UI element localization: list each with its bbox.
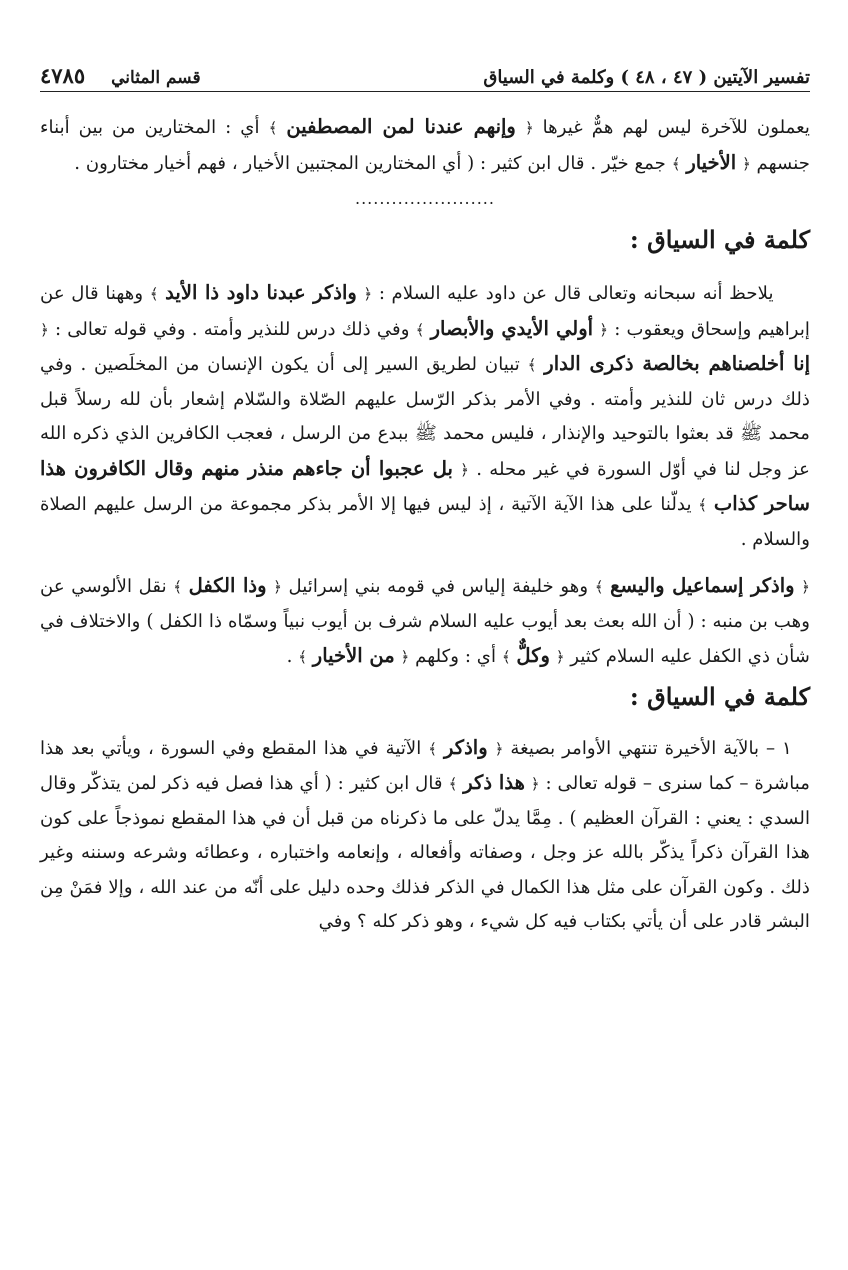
bracket-close: ﴾ xyxy=(149,285,159,303)
bracket-open: ﴿ xyxy=(460,460,469,479)
text: قال ابن كثير : ( أي هذا فصل فيه ذكر لمن يتذكّر وقال السدي : يعني : القرآن العظيم ) . مِمَّا يدلّ على ما ذكرناه من قبل أن في هذا المقطع نموذجاً على كون هذا القرآن ذكراً يذكّر بالله عز وجل ، وصفاته وأفعاله ، وإنعامه واختباره ، وعطائه وشرعه وسننه وغير ذلك . وكون القرآن على مثل هذا الكمال في الذكر فذلك وحده دليل على أنّه من عند الله ، وإلا فمَنْ مِن البشر قادر على أن يأتي بكتاب فيه كل شيء ، وهو ذكر كله ؟ وفي xyxy=(40,773,810,932)
bracket-close: ﴾ xyxy=(428,739,438,758)
bracket-close: ﴾ xyxy=(527,356,537,374)
page-number: ٤٧٨٥ xyxy=(40,63,86,88)
text: أي : وكلهم xyxy=(415,646,497,667)
bracket-open: ﴿ xyxy=(40,320,49,339)
text: أي : المختارين من بين أبناء جنسهم xyxy=(40,117,810,174)
verse-quote: أولي الأيدي والأبصار xyxy=(430,316,594,340)
bracket-close: ﴾ xyxy=(415,320,425,339)
verse-quote: واذكر xyxy=(444,735,488,759)
paragraph-1 xyxy=(40,110,810,181)
text: . xyxy=(286,646,293,667)
verse-quote: واذكر إسماعيل واليسع xyxy=(610,574,795,597)
verse-quote: من الأخيار xyxy=(312,644,395,667)
bracket-open: ﴿ xyxy=(555,648,565,666)
bracket-open: ﴿ xyxy=(400,648,410,666)
page-body xyxy=(40,110,810,940)
text: يعملون للآخرة ليس لهم همٌّ غيرها xyxy=(542,117,810,138)
bracket-close: ﴾ xyxy=(448,775,458,793)
verse-quote: بل عجبوا أن جاءهم منذر منهم وقال الكافرون هذا ساحر كذاب xyxy=(40,456,810,515)
bracket-open: ﴿ xyxy=(741,154,751,173)
section-name: قسم المثاني xyxy=(111,68,201,88)
header-rule xyxy=(40,91,810,92)
bracket-close: ﴾ xyxy=(173,578,183,596)
verse-quote: وإنهم عندنا لمن المصطفين xyxy=(286,115,516,138)
bracket-close: ﴾ xyxy=(298,648,307,666)
running-title: تفسير الآيتين ( ٤٧ ، ٤٨ ) وكلمة في السياق xyxy=(483,67,810,88)
bracket-open: ﴿ xyxy=(530,775,540,793)
text: وههنا قال عن إبراهيم وإسحاق ويعقوب : xyxy=(40,283,810,340)
header-left-group xyxy=(40,63,201,88)
text: نقل الألوسي عن وهب بن منبه : ( أن الله بعث بعد أيوب عليه السلام شرف بن أيوب نبياً وسمّاه ذا الكفل ) والاختلاف في شأن ذي الكفل عليه السلام كثير xyxy=(40,576,810,667)
bracket-close: ﴾ xyxy=(698,496,708,514)
text: جمع خيّر . قال ابن كثير : ( أي المختارين المجتبين الأخيار ، فهم أخيار مختارون . xyxy=(74,152,666,174)
bracket-close: ﴾ xyxy=(594,578,604,596)
bracket-open: ﴿ xyxy=(273,578,282,596)
bracket-open: ﴿ xyxy=(524,119,534,137)
page-header xyxy=(40,52,810,88)
paragraph-2 xyxy=(40,276,810,557)
bracket-close: ﴾ xyxy=(501,648,511,666)
text: تبيان لطريق السير إلى أن يكون الإنسان من المخلَصين . وفي ذلك درس ثان للنذير وأمته . وفي الأمر بذكر الرّسل عليهم الصّلاة والسّلام إشعار بأن لله رسلاً قبل محمد ﷺ قد بعثوا بالتوحيد والإنذار ، فليس محمد ﷺ ببدع من الرسل ، فعجب الكافرين الذي ذكره الله عز وجل لنا في أوّل السورة في غير محله . xyxy=(40,354,810,480)
text: يلاحظ أنه سبحانه وتعالى قال عن داود عليه السلام : xyxy=(378,283,774,304)
bracket-open: ﴿ xyxy=(801,578,810,596)
section-heading: كلمة في السياق : xyxy=(629,225,810,254)
text: الآتية في هذا المقطع وفي السورة ، ويأتي بعد هذا مباشرة – كما سنرى – قوله تعالى : xyxy=(40,737,810,794)
verse-quote: واذكر عبدنا داود ذا الأيد xyxy=(165,281,357,304)
text: يدلّنا على هذا الآية الآتية ، إذ ليس فيها إلا الأمر بذكر مجموعة من الرسل عليهم الصلاة والسلام . xyxy=(40,494,810,550)
verse-quote: هذا ذكر xyxy=(463,771,525,794)
section-divider: ....................... xyxy=(355,189,495,208)
bracket-open: ﴿ xyxy=(599,320,609,339)
section-heading: كلمة في السياق : xyxy=(629,681,810,711)
verse-quote: وكلٌّ xyxy=(516,644,550,667)
text: وهو خليفة إلياس في قومه بني إسرائيل xyxy=(288,576,589,597)
bracket-close: ﴾ xyxy=(268,119,278,137)
bracket-open: ﴿ xyxy=(494,739,504,758)
paragraph-3 xyxy=(40,569,810,675)
text: وفي ذلك درس للنذير وأمته . وفي قوله تعالى : xyxy=(54,318,410,340)
text: ١ – بالآية الأخيرة تنتهي الأوامر بصيغة xyxy=(510,737,792,759)
verse-quote: الأخيار xyxy=(686,150,737,174)
verse-quote: وذا الكفل xyxy=(188,574,267,597)
paragraph-4 xyxy=(40,731,810,940)
verse-quote: إنا أخلصناهم بخالصة ذكرى الدار xyxy=(544,352,810,375)
bracket-open: ﴿ xyxy=(363,285,373,303)
bracket-close: ﴾ xyxy=(671,154,681,173)
